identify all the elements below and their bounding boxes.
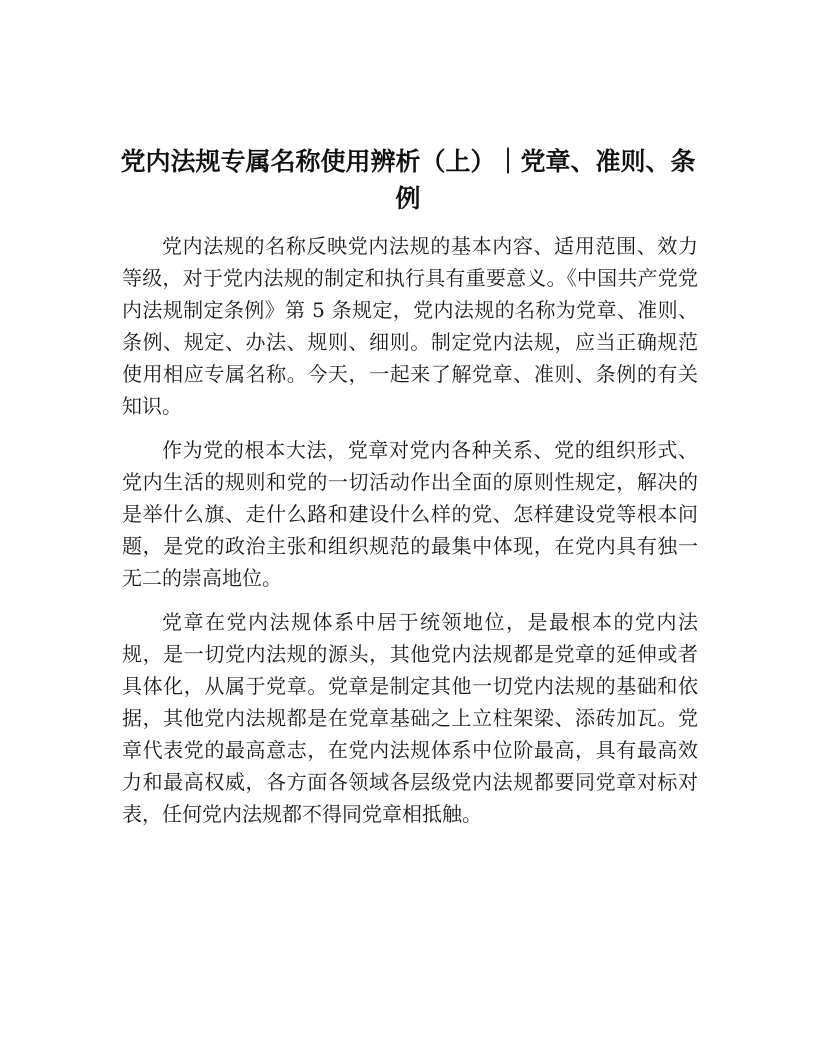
document-title: 党内法规专属名称使用辨析（上）｜党章、准则、条例: [120, 147, 696, 213]
paragraph: 党内法规的名称反映党内法规的基本内容、适用范围、效力等级，对于党内法规的制定和执行具有重要意义。《中国共产党党内法规制定条例》第 5 条规定，党内法规的名称为党章、准则、条例、规定、办法、规则、细则。制定党内法规，应当正确规范使用相应专属名称。今天，一起来了解党章、准则、条例的有关知识。: [122, 234, 698, 418]
paragraph: 党章在党内法规体系中居于统领地位，是最根本的党内法规，是一切党内法规的源头，其他党内法规都是党章的延伸或者具体化，从属于党章。党章是制定其他一切党内法规的基础和依据，其他党内法规都是在党章基础之上立柱架梁、添砖加瓦。党章代表党的最高意志，在党内法规体系中位阶最高，具有最高效力和最高权威，各方面各领域各层级党内法规都要同党章对标对表，任何党内法规都不得同党章相抵触。: [122, 610, 698, 826]
paragraph: 作为党的根本大法，党章对党内各种关系、党的组织形式、党内生活的规则和党的一切活动作出全面的原则性规定，解决的是举什么旗、走什么路和建设什么样的党、怎样建设党等根本问题，是党的政治主张和组织规范的最集中体现，在党内具有独一无二的崇高地位。: [122, 438, 698, 590]
document-body: [122, 230, 698, 842]
